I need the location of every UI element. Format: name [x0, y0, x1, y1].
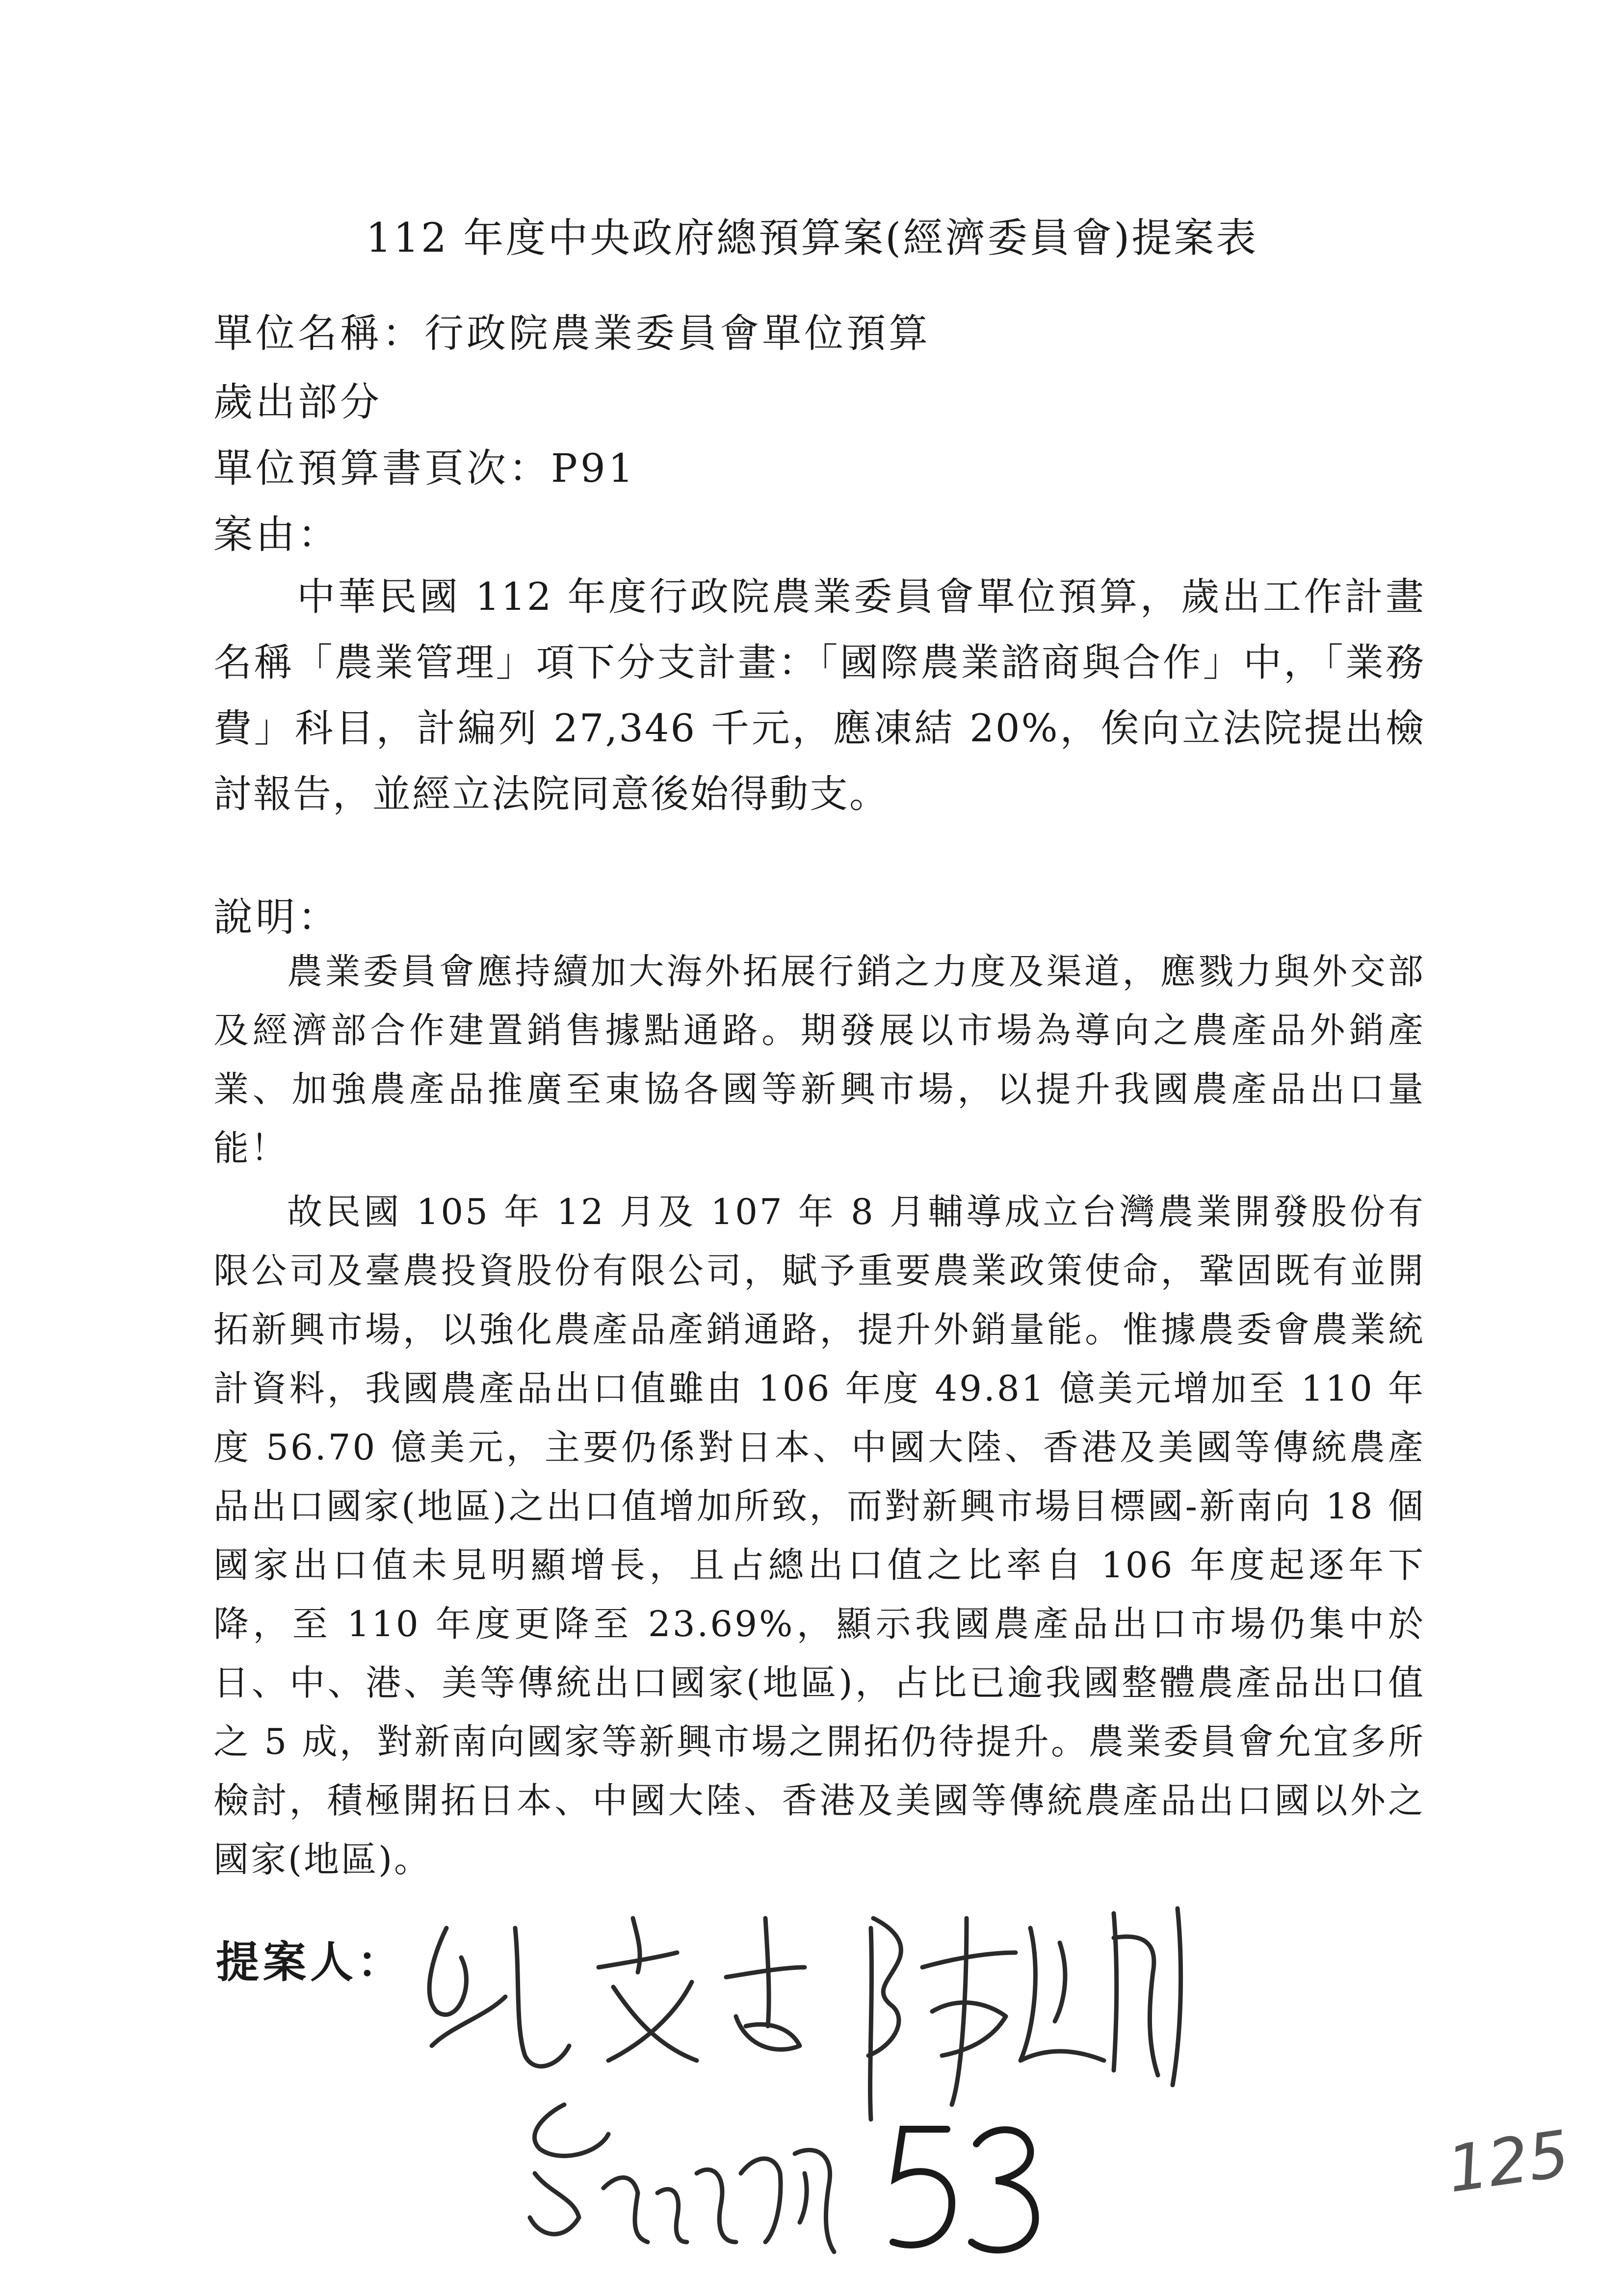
unit-name: 單位名稱：行政院農業委員會單位預算	[213, 311, 931, 356]
signature-2	[868, 1908, 1181, 2119]
explanation-paragraph-2: 故民國 105 年 12 月及 107 年 8 月輔導成立台灣農業開發股份有限公司及臺農投資股份有限公司，賦予重要農業政策使命，鞏固既有並開拓新興市場，以強化農產品產銷通路，提升外銷量能。惟據農委會農業統計資料，我國農產品出口值雖由 106 年度 49.81 億美元增加至 110 年度 56.70 億美元，主要仍係對日本、中國大陸、香港及美國等傳統農產品出口國家(地區)之出口值增加所致，而對新興市場目標國-新南向 18 個國家出口值未見明顯增長，且占總出口值之比率自 106 年度起逐年下降，至 110 年度更降至 23.69%，顯示我國農產品出口市場仍集中於日、中、港、美等傳統出口國家(地區)，占比已逾我國整體農產品出口值之 5 成，對新南向國家等新興市場之開拓仍待提升。農業委員會允宜多所檢討，積極開拓日本、中國大陸、香港及美國等傳統農產品出口國以外之國家(地區)。	[213, 1191, 1425, 1880]
signature-number-glyphs	[893, 2129, 1035, 2250]
proposer-signatures	[402, 1899, 1261, 2281]
document-title: 112 年度中央政府總預算案(經濟委員會)提案表	[366, 215, 1258, 261]
explanation-heading: 說明：	[213, 894, 340, 940]
proposer-label: 提案人：	[216, 1937, 405, 1987]
section-label: 歲出部分	[213, 379, 382, 425]
reason-text: 中華民國 112 年度行政院農業委員會單位預算，歲出工作計畫名稱「農業管理」項下分支計畫：「國際農業諮商與合作」中，「業務費」科目，計編列 27,346 千元，應凍結 20%，俟向立法院提出檢討報告，並經立法院同意後始得動支。	[213, 575, 1425, 816]
page-reference: 單位預算書頁次：P91	[213, 445, 636, 491]
signature-1	[429, 1918, 805, 2066]
page-number: 125	[1442, 2116, 1574, 2207]
reason-heading: 案由：	[213, 512, 340, 557]
explanation-paragraph-1: 農業委員會應持續加大海外拓展行銷之力度及渠道，應戮力與外交部及經濟部合作建置銷售據點通路。期發展以市場為導向之農產品外銷產業、加強農產品推廣至東協各國等新興市場，以提升我國農產品出口量能！	[213, 951, 1425, 1169]
signature-3	[530, 2105, 834, 2252]
